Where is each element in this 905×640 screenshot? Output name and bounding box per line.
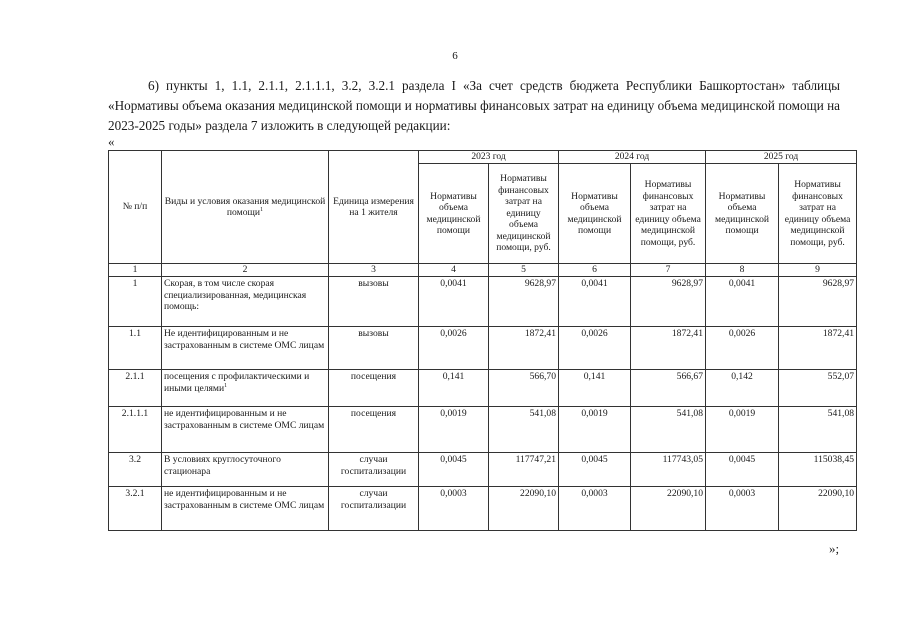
row-volume-2024: 0,0003 <box>559 487 631 531</box>
row-care-type-label: посещения с профилактическими и иными целями <box>164 371 310 394</box>
row-volume-2025: 0,0019 <box>706 407 779 453</box>
row-volume-2023: 0,0019 <box>419 407 489 453</box>
header-cost-2025: Нормативы финансовых затрат на единицу объема медицинской помощи, руб. <box>779 164 857 264</box>
row-code: 1 <box>109 277 162 327</box>
header-cost-2024: Нормативы финансовых затрат на единицу объема медицинской помощи, руб. <box>631 164 706 264</box>
row-cost-2025: 552,07 <box>779 370 857 407</box>
row-volume-2025: 0,0026 <box>706 327 779 370</box>
row-code: 3.2 <box>109 453 162 487</box>
row-care-type-label: Скорая, в том числе скорая специализированная, медицинская помощь: <box>164 278 307 312</box>
row-care-type <box>162 453 329 487</box>
row-cost-2024: 566,67 <box>631 370 706 407</box>
row-cost-2025: 9628,97 <box>779 277 857 327</box>
row-code: 2.1.1.1 <box>109 407 162 453</box>
column-number: 2 <box>162 264 329 277</box>
header-year-2024: 2024 год <box>559 151 706 164</box>
header-cost-2023: Нормативы финансовых затрат на единицу объема медицинской помощи, руб. <box>489 164 559 264</box>
closing-quote-mark: »; <box>829 541 840 556</box>
table-row <box>109 277 857 327</box>
header-volume-2024: Нормативы объема медицинской помощи <box>559 164 631 264</box>
page-number: 6 <box>452 50 458 62</box>
row-volume-2024: 0,0026 <box>559 327 631 370</box>
amendment-intro-text: 6) пункты 1, 1.1, 2.1.1, 2.1.1.1, 3.2, 3.2.1 раздела I «За счет средств бюджета Республики Башкортостан» таблицы «Нормативы объема оказания медицинской помощи и нормативы финансовых затрат на единицу объема медицинской помощи на 2023-2025 годы» раздела 7 изложить в следующей редакции: <box>108 78 840 133</box>
column-number-row <box>109 264 857 277</box>
table-row <box>109 370 857 407</box>
row-cost-2023: 22090,10 <box>489 487 559 531</box>
row-volume-2024: 0,0019 <box>559 407 631 453</box>
table-row <box>109 407 857 453</box>
row-care-type-footnote: 1 <box>224 382 228 389</box>
table-row <box>109 327 857 370</box>
header-year-2025: 2025 год <box>706 151 857 164</box>
table-row <box>109 487 857 531</box>
row-volume-2023: 0,141 <box>419 370 489 407</box>
row-unit: случаи госпитализации <box>329 453 419 487</box>
row-unit: вызовы <box>329 327 419 370</box>
row-cost-2024: 541,08 <box>631 407 706 453</box>
column-number: 6 <box>559 264 631 277</box>
row-cost-2023: 117747,21 <box>489 453 559 487</box>
row-cost-2025: 22090,10 <box>779 487 857 531</box>
column-number: 7 <box>631 264 706 277</box>
row-cost-2024: 1872,41 <box>631 327 706 370</box>
row-volume-2024: 0,0041 <box>559 277 631 327</box>
row-care-type-label: В условиях круглосуточного стационара <box>164 454 281 477</box>
row-volume-2025: 0,0041 <box>706 277 779 327</box>
row-cost-2023: 1872,41 <box>489 327 559 370</box>
column-number: 8 <box>706 264 779 277</box>
column-number: 9 <box>779 264 857 277</box>
row-cost-2024: 9628,97 <box>631 277 706 327</box>
header-volume-2023: Нормативы объема медицинской помощи <box>419 164 489 264</box>
row-cost-2025: 541,08 <box>779 407 857 453</box>
row-cost-2023: 566,70 <box>489 370 559 407</box>
row-unit: случаи госпитализации <box>329 487 419 531</box>
row-cost-2023: 9628,97 <box>489 277 559 327</box>
header-care-type <box>162 151 329 264</box>
row-volume-2025: 0,0003 <box>706 487 779 531</box>
row-care-type <box>162 370 329 407</box>
row-care-type <box>162 487 329 531</box>
header-unit: Единица измерения на 1 жителя <box>329 151 419 264</box>
row-volume-2025: 0,0045 <box>706 453 779 487</box>
column-number: 3 <box>329 264 419 277</box>
header-num: № п/п <box>109 151 162 264</box>
row-volume-2024: 0,141 <box>559 370 631 407</box>
row-care-type <box>162 407 329 453</box>
row-cost-2025: 115038,45 <box>779 453 857 487</box>
row-cost-2024: 22090,10 <box>631 487 706 531</box>
header-care-type-label: Виды и условия оказания медицинской помощи <box>164 195 326 218</box>
row-unit: вызовы <box>329 277 419 327</box>
row-code: 3.2.1 <box>109 487 162 531</box>
row-volume-2023: 0,0045 <box>419 453 489 487</box>
column-number: 1 <box>109 264 162 277</box>
table-row <box>109 453 857 487</box>
column-number: 5 <box>489 264 559 277</box>
row-care-type-label: Не идентифицированным и не застрахованным в системе ОМС лицам <box>164 328 325 351</box>
year-header-row <box>109 151 857 164</box>
header-care-type-footnote: 1 <box>260 206 264 213</box>
row-care-type-label: не идентифицированным и не застрахованным в системе ОМС лицам <box>164 488 325 511</box>
column-number: 4 <box>419 264 489 277</box>
row-cost-2023: 541,08 <box>489 407 559 453</box>
opening-quote-mark: « <box>108 134 115 149</box>
row-volume-2023: 0,0026 <box>419 327 489 370</box>
header-volume-2025: Нормативы объема медицинской помощи <box>706 164 779 264</box>
standards-table <box>108 150 857 531</box>
row-care-type <box>162 277 329 327</box>
header-year-2023: 2023 год <box>419 151 559 164</box>
row-care-type-label: не идентифицированным и не застрахованным в системе ОМС лицам <box>164 408 325 431</box>
row-unit: посещения <box>329 370 419 407</box>
row-volume-2024: 0,0045 <box>559 453 631 487</box>
row-code: 2.1.1 <box>109 370 162 407</box>
row-unit: посещения <box>329 407 419 453</box>
row-code: 1.1 <box>109 327 162 370</box>
row-cost-2024: 117743,05 <box>631 453 706 487</box>
row-volume-2025: 0,142 <box>706 370 779 407</box>
row-volume-2023: 0,0041 <box>419 277 489 327</box>
row-cost-2025: 1872,41 <box>779 327 857 370</box>
row-volume-2023: 0,0003 <box>419 487 489 531</box>
row-care-type <box>162 327 329 370</box>
